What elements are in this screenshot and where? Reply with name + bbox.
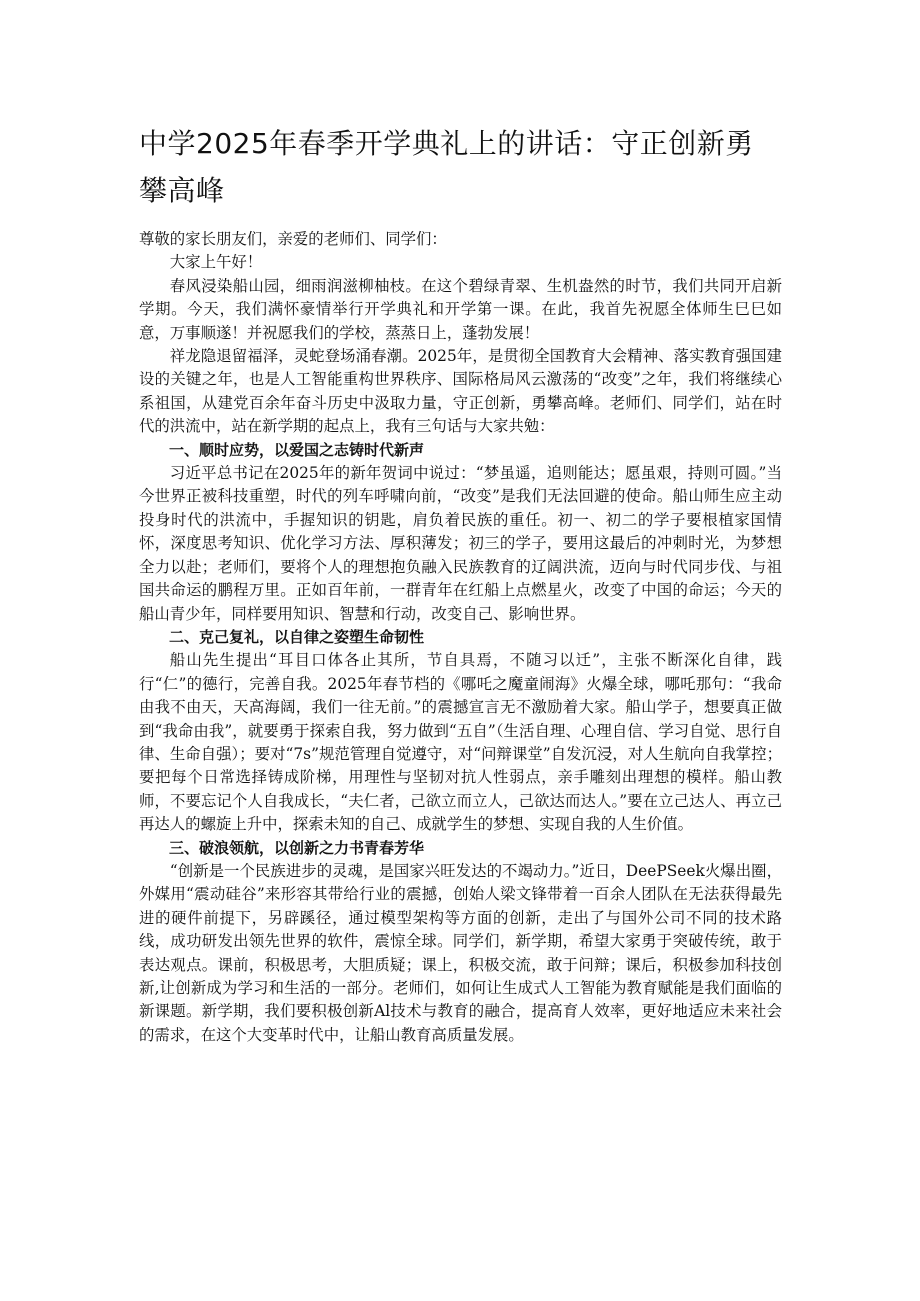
section-paragraph-2: 船山先生提出“耳目口体各止其所，节自具焉，不随习以迁”，主张不断深化自律，践行“仁”的德行，完善自我。2025年春节档的《哪吒之魔童闹海》火爆全球，哪吒那句：“我命由我不由天，天高海阔，我们一往无前。”的震撼宣言无不激励着大家。船山学子，想要真正做到“我命由我”，就要勇于探索自我，努力做到“五自”（生活自理、心理自信、学习自觉、思行自律、生命自强）；要对“7s”规范管理自觉遵守，对“问辩课堂”自发沉浸，对人生航向自我掌控；要把每个日常选择铸成阶梯，用理性与坚韧对抗人性弱点，亲手雕刻出理想的模样。船山教师，不要忘记个人自我成长，“夫仁者，己欲立而立人，己欲达而达人。”要在立己达人、再立己再达人的螺旋上升中，探索未知的自己、成就学生的梦想、实现自我的人生价值。 bbox=[139, 651, 782, 834]
salutation: 尊敬的家长朋友们，亲爱的老师们、同学们： bbox=[139, 230, 447, 248]
section-heading-3: 三、破浪领航，以创新之力书青春芳华 bbox=[169, 838, 425, 857]
greeting: 大家上午好！ bbox=[169, 253, 263, 272]
intro-paragraph-2: 祥龙隐退留福泽，灵蛇登场涌春潮。2025年，是贯彻全国教育大会精神、落实教育强国建设的关键之年，也是人工智能重构世界秩序、国际格局风云激荡的“改变”之年，我们将继续心系祖国，从建党百余年奋斗历史中汲取力量，守正创新，勇攀高峰。老师们、同学们，站在时代的洪流中，站在新学期的起点上，我有三句话与大家共勉： bbox=[139, 347, 782, 436]
document-title: 中学2025年春季开学典礼上的讲话：守正创新勇攀高峰 bbox=[139, 127, 754, 207]
section-heading-2: 二、克己复礼，以自律之姿塑生命韧性 bbox=[169, 627, 425, 646]
document-body bbox=[139, 228, 782, 1047]
section-heading-1: 一、顺时应势，以爱国之志铸时代新声 bbox=[169, 440, 425, 459]
section-paragraph-3: “创新是一个民族进步的灵魂，是国家兴旺发达的不竭动力。”近日，DeePSeek火爆出圈，外媒用“震动硅谷”来形容其带给行业的震撼，创始人梁文锋带着一百余人团队在无法获得最先进的硬件前提下，另辟蹊径，通过模型架构等方面的创新，走出了与国外公司不同的技术路线，成功研发出领先世界的软件，震惊全球。同学们，新学期，希望大家勇于突破传统，敢于表达观点。课前，积极思考，大胆质疑；课上，积极交流，敢于问辩；课后，积极参加科技创新,让创新成为学习和生活的一部分。老师们，如何让生成式人工智能为教育赋能是我们面临的新课题。新学期，我们要积极创新Al技术与教育的融合，提高育人效率，更好地适应未来社会的需求，在这个大变革时代中，让船山教育高质量发展。 bbox=[139, 861, 782, 1044]
intro-paragraph-1: 春风浸染船山园，细雨润滋柳柚枝。在这个碧绿青翠、生机盎然的时节，我们共同开启新学期。今天，我们满怀豪情举行开学典礼和开学第一课。在此，我首先祝愿全体师生巳巳如意，万事顺遂！并祝愿我们的学校，蒸蒸日上，蓬勃发展！ bbox=[139, 276, 782, 342]
document-page bbox=[139, 120, 782, 1047]
section-paragraph-1: 习近平总书记在2025年的新年贺词中说过：“梦虽遥，追则能达；愿虽艰，持则可圆。”当今世界正被科技重塑，时代的列车呼啸向前，“改变”是我们无法回避的使命。船山师生应主动投身时代的洪流中，手握知识的钥匙，肩负着民族的重任。初一、初二的学子要根植家国情怀，深度思考知识、优化学习方法、厚积薄发；初三的学子，要用这最后的冲刺时光，为梦想全力以赴；老师们，要将个人的理想抱负融入民族教育的辽阔洪流，迈向与时代同步伐、与祖国共命运的鹏程万里。正如百年前，一群青年在红船上点燃星火，改变了中国的命运；今天的船山青少年，同样要用知识、智慧和行动，改变自己、影响世界。 bbox=[139, 464, 782, 623]
